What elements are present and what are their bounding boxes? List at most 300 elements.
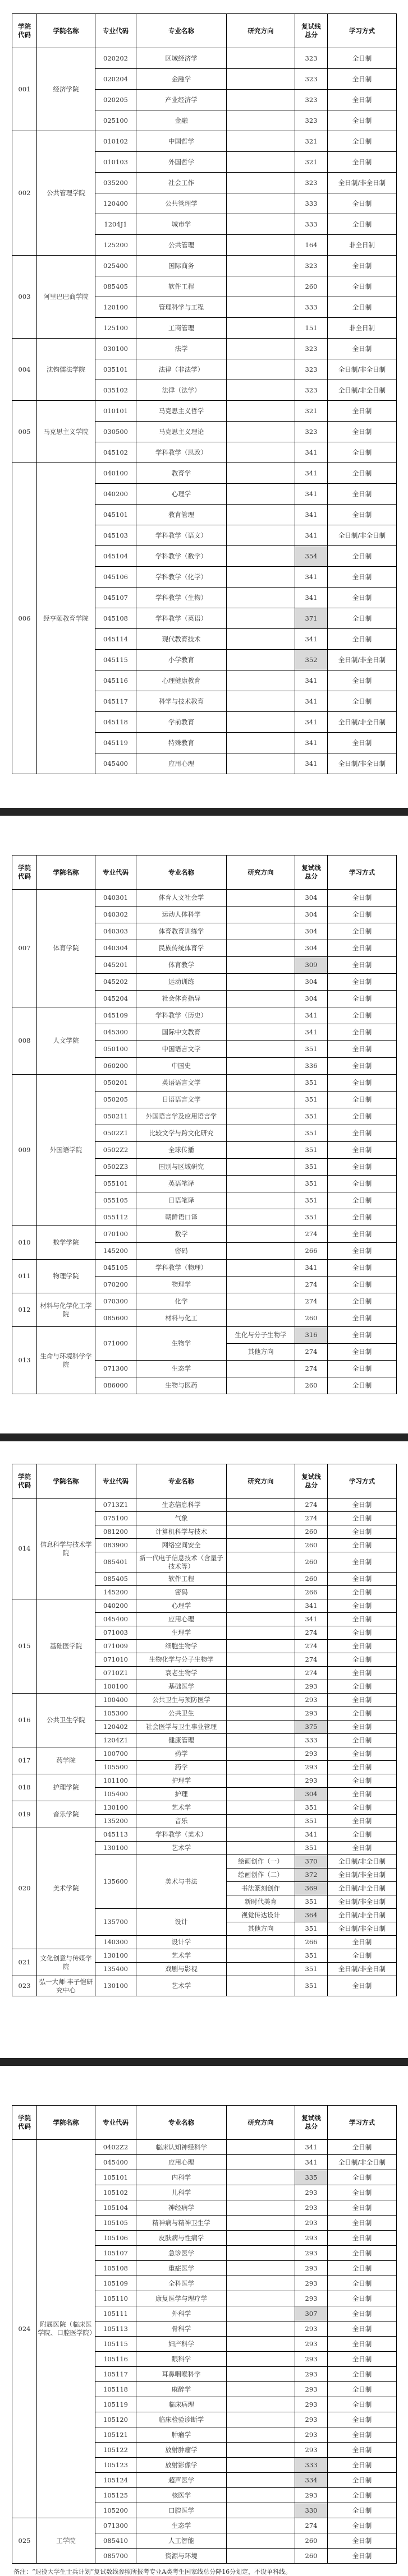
study-mode: 全日制 xyxy=(328,1721,397,1734)
research-direction xyxy=(227,2276,295,2291)
major-name: 社会体育指导 xyxy=(136,991,227,1007)
study-mode: 全日制 xyxy=(328,276,397,297)
major-code: 105122 xyxy=(95,2443,136,2458)
table-row xyxy=(12,1293,397,1310)
major-name: 公共管理 xyxy=(136,235,227,256)
table-row xyxy=(12,1007,397,1024)
study-mode: 全日制 xyxy=(328,1976,397,1996)
research-direction xyxy=(227,463,295,484)
research-direction xyxy=(227,629,295,650)
major-code: 0502Z2 xyxy=(95,1142,136,1159)
major-name: 学科教学（英语） xyxy=(136,608,227,629)
retest-score: 293 xyxy=(295,2185,328,2200)
major-code: 105115 xyxy=(95,2337,136,2352)
major-code: 045115 xyxy=(95,650,136,670)
major-name: 设计 xyxy=(136,1909,227,1936)
major-name: 生理学 xyxy=(136,1626,227,1640)
research-direction xyxy=(227,2246,295,2261)
retest-score: 341 xyxy=(295,629,328,650)
research-direction xyxy=(227,1653,295,1667)
major-name: 全科医学 xyxy=(136,2276,227,2291)
study-mode: 非全日制 xyxy=(328,318,397,339)
research-direction xyxy=(227,588,295,608)
major-code: 120400 xyxy=(95,193,136,214)
retest-score: 341 xyxy=(295,484,328,505)
major-code: 100400 xyxy=(95,1694,136,1707)
college-code: 004 xyxy=(12,339,37,401)
major-code: 105118 xyxy=(95,2382,136,2397)
college-name: 弘一大师·丰子恺研究中心 xyxy=(37,1976,95,1996)
major-name: 放射肿瘤学 xyxy=(136,2443,227,2458)
major-name: 妇产科学 xyxy=(136,2337,227,2352)
research-direction xyxy=(227,691,295,712)
retest-score: 335 xyxy=(295,2170,328,2185)
research-direction xyxy=(227,1599,295,1613)
research-direction xyxy=(227,1774,295,1788)
major-code: 071000 xyxy=(95,1327,136,1361)
study-mode: 全日制/非全日制 xyxy=(328,650,397,670)
study-mode: 全日制 xyxy=(328,1747,397,1761)
retest-score: 274 xyxy=(295,1293,328,1310)
major-code: 135600 xyxy=(95,1855,136,1909)
study-mode: 全日制 xyxy=(328,484,397,505)
major-name: 康复医学与理疗学 xyxy=(136,2291,227,2306)
major-name: 材料与化工 xyxy=(136,1310,227,1327)
study-mode: 全日制 xyxy=(328,69,397,90)
study-mode: 全日制 xyxy=(328,1949,397,1963)
major-name: 设计学 xyxy=(136,1936,227,1949)
major-code: 105117 xyxy=(95,2367,136,2382)
header-college-code: 学院 代码 xyxy=(12,1464,37,1499)
document-page xyxy=(0,816,408,1394)
retest-score: 351 xyxy=(295,1963,328,1976)
retest-score: 323 xyxy=(295,422,328,442)
college-code: 013 xyxy=(12,1327,37,1394)
college-name: 外国语学院 xyxy=(37,1075,95,1226)
college-code: 012 xyxy=(12,1293,37,1327)
research-direction xyxy=(227,2367,295,2382)
retest-score: 151 xyxy=(295,318,328,339)
major-name: 社会医学与卫生事业管理 xyxy=(136,1721,227,1734)
research-direction xyxy=(227,90,295,110)
major-code: 050201 xyxy=(95,1075,136,1092)
study-mode: 全日制 xyxy=(328,1209,397,1226)
score-table xyxy=(12,855,397,1394)
major-code: 071300 xyxy=(95,2518,136,2533)
major-code: 105101 xyxy=(95,2170,136,2185)
study-mode: 全日制 xyxy=(328,2185,397,2200)
retest-score: 266 xyxy=(295,1586,328,1599)
major-code: 045107 xyxy=(95,588,136,608)
document-page xyxy=(0,0,408,774)
major-code: 020204 xyxy=(95,69,136,90)
major-name: 金融学 xyxy=(136,69,227,90)
major-name: 生态学 xyxy=(136,1361,227,1377)
major-code: 105123 xyxy=(95,2458,136,2473)
research-direction xyxy=(227,2382,295,2397)
retest-score: 341 xyxy=(295,753,328,774)
retest-score: 341 xyxy=(295,670,328,691)
research-direction xyxy=(227,2321,295,2337)
research-direction xyxy=(227,442,295,463)
major-code: 040304 xyxy=(95,940,136,957)
college-code: 025 xyxy=(12,2518,37,2564)
page-separator xyxy=(0,2058,408,2066)
research-direction xyxy=(227,1260,295,1277)
research-direction xyxy=(227,1949,295,1963)
score-table xyxy=(12,2105,397,2564)
major-name: 软件工程 xyxy=(136,1573,227,1586)
retest-score: 351 xyxy=(295,1108,328,1125)
major-code: 105106 xyxy=(95,2231,136,2246)
major-code: 105113 xyxy=(95,2321,136,2337)
retest-score: 351 xyxy=(295,1142,328,1159)
study-mode: 全日制 xyxy=(328,1041,397,1058)
retest-score: 274 xyxy=(295,1344,328,1361)
major-name: 比较文学与跨文化研究 xyxy=(136,1125,227,1142)
table-header-row xyxy=(12,2106,397,2140)
major-code: 055112 xyxy=(95,1209,136,1226)
major-name: 外国语言学及应用语言学 xyxy=(136,1108,227,1125)
retest-score: 351 xyxy=(295,1801,328,1815)
table-row xyxy=(12,401,397,422)
research-direction xyxy=(227,1694,295,1707)
major-name: 生态学 xyxy=(136,2518,227,2533)
study-mode: 全日制/非全日制 xyxy=(328,1882,397,1895)
major-name: 耳鼻咽喉科学 xyxy=(136,2367,227,2382)
major-code: 045106 xyxy=(95,567,136,588)
research-direction xyxy=(227,2397,295,2412)
study-mode: 全日制 xyxy=(328,2427,397,2443)
college-code: 014 xyxy=(12,1499,37,1599)
research-direction: 其他方向 xyxy=(227,1344,295,1361)
major-code: 035200 xyxy=(95,173,136,193)
college-name: 马克思主义学院 xyxy=(37,401,95,463)
header-college-name: 学院名称 xyxy=(37,1464,95,1499)
research-direction xyxy=(227,1142,295,1159)
major-name: 管理科学与工程 xyxy=(136,297,227,318)
major-name: 生态信息科学 xyxy=(136,1499,227,1512)
major-code: 105121 xyxy=(95,2427,136,2443)
major-code: 105102 xyxy=(95,2185,136,2200)
study-mode: 全日制 xyxy=(328,1734,397,1747)
major-name: 公共卫生与预防医学 xyxy=(136,1694,227,1707)
study-mode: 全日制 xyxy=(328,2261,397,2276)
table-row xyxy=(12,1976,397,1996)
study-mode: 全日制 xyxy=(328,1680,397,1694)
retest-score: 316 xyxy=(295,1327,328,1344)
retest-score: 304 xyxy=(295,940,328,957)
research-direction xyxy=(227,1176,295,1192)
study-mode: 全日制 xyxy=(328,2276,397,2291)
study-mode: 全日制 xyxy=(328,1226,397,1243)
study-mode: 全日制 xyxy=(328,2473,397,2488)
research-direction xyxy=(227,1613,295,1626)
major-name: 神经病学 xyxy=(136,2200,227,2216)
study-mode: 全日制 xyxy=(328,1936,397,1949)
retest-score: 341 xyxy=(295,712,328,733)
header-direction: 研究方向 xyxy=(227,855,295,890)
table-row xyxy=(12,256,397,276)
retest-score: 260 xyxy=(295,1525,328,1539)
major-code: 025100 xyxy=(95,110,136,131)
retest-score: 351 xyxy=(295,1159,328,1176)
research-direction xyxy=(227,318,295,339)
retest-score: 351 xyxy=(295,1842,328,1855)
research-direction xyxy=(227,1721,295,1734)
major-name: 心理健康教育 xyxy=(136,670,227,691)
major-name: 法律（非法学） xyxy=(136,359,227,380)
retest-score: 341 xyxy=(295,733,328,753)
study-mode: 全日制 xyxy=(328,48,397,69)
major-name: 公共卫生 xyxy=(136,1707,227,1721)
study-mode: 全日制 xyxy=(328,1573,397,1586)
research-direction xyxy=(227,1125,295,1142)
major-name: 资源与环境 xyxy=(136,2549,227,2564)
study-mode: 全日制 xyxy=(328,1815,397,1828)
study-mode: 全日制 xyxy=(328,940,397,957)
research-direction xyxy=(227,1041,295,1058)
major-name: 护理学 xyxy=(136,1774,227,1788)
major-code: 135400 xyxy=(95,1963,136,1976)
retest-score: 321 xyxy=(295,152,328,173)
header-study-mode: 学习方式 xyxy=(328,2106,397,2140)
research-direction xyxy=(227,991,295,1007)
study-mode: 全日制 xyxy=(328,1361,397,1377)
study-mode: 全日制 xyxy=(328,2518,397,2533)
research-direction xyxy=(227,152,295,173)
college-name: 沈钧儒法学院 xyxy=(37,339,95,401)
major-name: 英语笔译 xyxy=(136,1176,227,1192)
study-mode: 全日制 xyxy=(328,1277,397,1293)
major-code: 105500 xyxy=(95,1761,136,1774)
retest-score: 274 xyxy=(295,1277,328,1293)
major-name: 产业经济学 xyxy=(136,90,227,110)
retest-score: 333 xyxy=(295,297,328,318)
major-name: 人工智能 xyxy=(136,2533,227,2549)
study-mode: 全日制/非全日制 xyxy=(328,1895,397,1909)
research-direction xyxy=(227,131,295,152)
study-mode: 全日制 xyxy=(328,1667,397,1680)
research-direction xyxy=(227,670,295,691)
retest-score: 369 xyxy=(295,1882,328,1895)
study-mode: 全日制 xyxy=(328,1125,397,1142)
major-code: 145200 xyxy=(95,1586,136,1599)
study-mode: 全日制 xyxy=(328,1828,397,1842)
major-name: 麻醉学 xyxy=(136,2382,227,2397)
major-code: 105104 xyxy=(95,2200,136,2216)
study-mode: 全日制 xyxy=(328,923,397,940)
study-mode: 全日制 xyxy=(328,2503,397,2518)
research-direction xyxy=(227,1092,295,1108)
study-mode: 全日制 xyxy=(328,297,397,318)
study-mode: 全日制 xyxy=(328,1310,397,1327)
study-mode: 全日制/非全日制 xyxy=(328,1869,397,1882)
retest-score: 274 xyxy=(295,1640,328,1653)
major-name: 药学 xyxy=(136,1747,227,1761)
header-score: 复试线 总分 xyxy=(295,855,328,890)
research-direction: 绘画创作（一） xyxy=(227,1855,295,1869)
study-mode: 全日制 xyxy=(328,991,397,1007)
study-mode: 全日制/非全日制 xyxy=(328,1922,397,1936)
retest-score: 351 xyxy=(295,1949,328,1963)
college-code: 006 xyxy=(12,463,37,774)
study-mode: 全日制 xyxy=(328,1586,397,1599)
retest-score: 293 xyxy=(295,2216,328,2231)
major-name: 工商管理 xyxy=(136,318,227,339)
major-code: 081200 xyxy=(95,1525,136,1539)
major-code: 105111 xyxy=(95,2306,136,2321)
major-code: 105125 xyxy=(95,2488,136,2503)
study-mode: 全日制/非全日制 xyxy=(328,525,397,546)
major-name: 外国哲学 xyxy=(136,152,227,173)
college-name: 护理学院 xyxy=(37,1774,95,1801)
major-name: 临床认知神经科学 xyxy=(136,2140,227,2155)
retest-score: 330 xyxy=(295,2503,328,2518)
header-study-mode: 学习方式 xyxy=(328,1464,397,1499)
major-code: 045204 xyxy=(95,991,136,1007)
major-code: 083900 xyxy=(95,1539,136,1552)
retest-score: 293 xyxy=(295,2382,328,2397)
major-name: 外科学 xyxy=(136,2306,227,2321)
college-code: 007 xyxy=(12,890,37,1007)
college-code: 023 xyxy=(12,1976,37,1996)
table-row xyxy=(12,1747,397,1761)
retest-score: 260 xyxy=(295,1573,328,1586)
study-mode: 全日制 xyxy=(328,2443,397,2458)
page-separator xyxy=(0,808,408,816)
major-code: 045118 xyxy=(95,712,136,733)
major-name: 学前教育 xyxy=(136,712,227,733)
study-mode: 全日制 xyxy=(328,2140,397,2155)
table-row xyxy=(12,2518,397,2533)
major-name: 生物与医药 xyxy=(136,1377,227,1394)
retest-score: 370 xyxy=(295,1855,328,1869)
research-direction xyxy=(227,907,295,923)
research-direction xyxy=(227,1680,295,1694)
study-mode: 全日制/非全日制 xyxy=(328,380,397,401)
study-mode: 全日制/非全日制 xyxy=(328,2155,397,2170)
retest-score: 321 xyxy=(295,401,328,422)
major-name: 应用心理 xyxy=(136,2155,227,2170)
research-direction xyxy=(227,650,295,670)
major-name: 口腔医学 xyxy=(136,2503,227,2518)
major-name: 网络空间安全 xyxy=(136,1539,227,1552)
retest-score: 351 xyxy=(295,1092,328,1108)
retest-score: 341 xyxy=(295,1828,328,1842)
header-score: 复试线 总分 xyxy=(295,14,328,48)
major-code: 125100 xyxy=(95,318,136,339)
study-mode: 全日制 xyxy=(328,1539,397,1552)
study-mode: 全日制 xyxy=(328,442,397,463)
retest-score: 323 xyxy=(295,48,328,69)
research-direction xyxy=(227,1108,295,1125)
study-mode: 全日制 xyxy=(328,463,397,484)
retest-score: 293 xyxy=(295,2352,328,2367)
table-row xyxy=(12,339,397,359)
major-code: 125200 xyxy=(95,235,136,256)
major-code: 045400 xyxy=(95,2155,136,2170)
retest-score: 274 xyxy=(295,1361,328,1377)
major-code: 105116 xyxy=(95,2352,136,2367)
retest-score: 375 xyxy=(295,1721,328,1734)
major-name: 物理学 xyxy=(136,1277,227,1293)
major-code: 101100 xyxy=(95,1774,136,1788)
research-direction xyxy=(227,256,295,276)
major-name: 科学与技术教育 xyxy=(136,691,227,712)
major-code: 105400 xyxy=(95,1788,136,1801)
research-direction xyxy=(227,1734,295,1747)
table-row xyxy=(12,463,397,484)
college-code: 009 xyxy=(12,1075,37,1226)
study-mode: 全日制 xyxy=(328,1761,397,1774)
research-direction xyxy=(227,2503,295,2518)
major-name: 新一代电子信息技术（含量子技术等） xyxy=(136,1552,227,1573)
major-code: 1204Z1 xyxy=(95,1734,136,1747)
study-mode: 全日制 xyxy=(328,1613,397,1626)
retest-score: 351 xyxy=(295,1976,328,1996)
retest-score: 323 xyxy=(295,380,328,401)
header-college-name: 学院名称 xyxy=(37,2106,95,2140)
retest-score: 260 xyxy=(295,2533,328,2549)
study-mode: 全日制 xyxy=(328,2216,397,2231)
research-direction xyxy=(227,1058,295,1075)
retest-score: 260 xyxy=(295,1310,328,1327)
table-row xyxy=(12,1694,397,1707)
major-name: 应用心理 xyxy=(136,753,227,774)
retest-score: 164 xyxy=(295,235,328,256)
study-mode: 全日制 xyxy=(328,974,397,991)
retest-score: 341 xyxy=(295,1007,328,1024)
major-code: 070300 xyxy=(95,1293,136,1310)
retest-score: 341 xyxy=(295,525,328,546)
retest-score: 293 xyxy=(295,1761,328,1774)
major-name: 学科教学（历史） xyxy=(136,1007,227,1024)
table-header-row xyxy=(12,14,397,48)
retest-score: 323 xyxy=(295,69,328,90)
major-code: 0502Z1 xyxy=(95,1125,136,1142)
major-name: 朝鲜语口译 xyxy=(136,1209,227,1226)
college-code: 021 xyxy=(12,1949,37,1976)
retest-score: 293 xyxy=(295,2443,328,2458)
research-direction: 新时代美育 xyxy=(227,1895,295,1909)
research-direction xyxy=(227,380,295,401)
major-code: 130100 xyxy=(95,1801,136,1815)
major-name: 学科教学（语文） xyxy=(136,525,227,546)
retest-score: 304 xyxy=(295,991,328,1007)
research-direction xyxy=(227,1226,295,1243)
research-direction xyxy=(227,2200,295,2216)
research-direction xyxy=(227,1075,295,1092)
major-code: 105124 xyxy=(95,2473,136,2488)
table-row xyxy=(12,890,397,907)
major-code: 045108 xyxy=(95,608,136,629)
major-name: 皮肤病与性病学 xyxy=(136,2231,227,2246)
study-mode: 全日制 xyxy=(328,90,397,110)
study-mode: 全日制 xyxy=(328,401,397,422)
research-direction xyxy=(227,2427,295,2443)
research-direction xyxy=(227,2261,295,2276)
study-mode: 全日制 xyxy=(328,588,397,608)
retest-score: 323 xyxy=(295,110,328,131)
header-college-name: 学院名称 xyxy=(37,14,95,48)
college-code: 015 xyxy=(12,1599,37,1694)
study-mode: 全日制 xyxy=(328,733,397,753)
study-mode: 全日制/非全日制 xyxy=(328,173,397,193)
header-score: 复试线 总分 xyxy=(295,2106,328,2140)
research-direction: 绘画创作（二） xyxy=(227,1869,295,1882)
retest-score: 293 xyxy=(295,2276,328,2291)
